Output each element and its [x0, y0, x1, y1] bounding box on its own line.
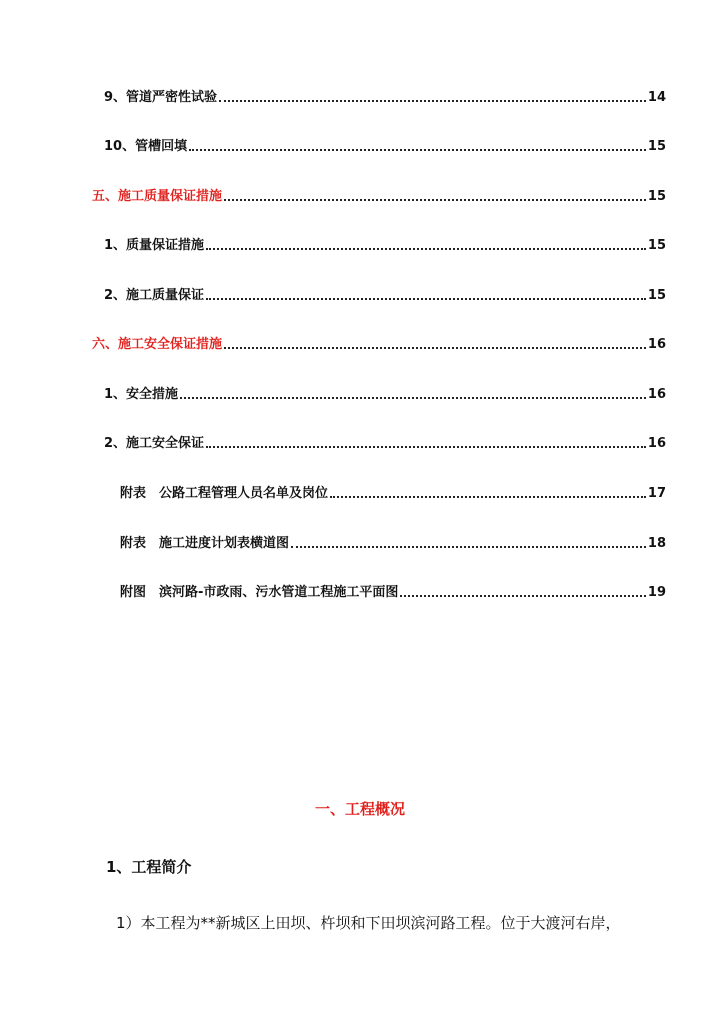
toc-entry-page: 18	[647, 536, 666, 551]
toc-entry-label: 2、施工质量保证	[104, 288, 205, 303]
toc-entry[interactable]	[104, 381, 666, 403]
toc-entry-label: 9、管道严密性试验	[104, 90, 218, 105]
toc-leader	[291, 546, 646, 548]
toc-entry-appendix[interactable]	[120, 579, 666, 601]
toc-entry-page: 17	[647, 486, 666, 501]
toc-leader	[206, 248, 646, 250]
toc-entry[interactable]	[104, 430, 666, 452]
toc-leader	[219, 100, 646, 102]
toc-entry-label: 1、安全措施	[104, 387, 179, 402]
toc-entry-page: 15	[647, 189, 666, 204]
toc-entry-appendix[interactable]	[120, 530, 666, 552]
toc-leader	[400, 595, 646, 597]
toc-leader	[330, 496, 646, 498]
toc-entry[interactable]	[104, 133, 666, 155]
toc-leader	[206, 298, 646, 300]
toc-entry[interactable]	[104, 282, 666, 304]
toc-entry-label: 2、施工安全保证	[104, 436, 205, 451]
toc-entry-label: 1、质量保证措施	[104, 238, 205, 253]
toc-entry-section[interactable]	[92, 183, 666, 205]
toc-entry-page: 16	[647, 436, 666, 451]
toc-entry-label: 附表 施工进度计划表横道图	[120, 536, 290, 551]
toc-entry-label: 附表 公路工程管理人员名单及岗位	[120, 486, 329, 501]
toc-entry-page: 15	[647, 139, 666, 154]
toc-entry-page: 19	[647, 585, 666, 600]
toc-entry-label: 10、管槽回填	[104, 139, 188, 154]
body-paragraph: 1）本工程为**新城区上田坝、杵坝和下田坝滨河路工程。位于大渡河右岸，	[116, 914, 621, 932]
toc-entry-label: 附图 滨河路-市政雨、污水管道工程施工平面图	[120, 585, 399, 600]
toc-entry-label: 六、施工安全保证措施	[92, 337, 223, 352]
toc-leader	[189, 149, 646, 151]
toc-entry-section[interactable]	[92, 331, 666, 353]
toc-entry-page: 15	[647, 238, 666, 253]
toc-entry[interactable]	[104, 232, 666, 254]
toc-entry-appendix[interactable]	[120, 480, 666, 502]
toc-entry-page: 14	[647, 90, 666, 105]
toc-entry-page: 16	[647, 337, 666, 352]
subsection-title: 1、工程简介	[106, 858, 192, 876]
toc-leader	[224, 347, 646, 349]
toc-leader	[180, 397, 646, 399]
toc-entry-page: 16	[647, 387, 666, 402]
section-title: 一、工程概况	[314, 800, 405, 818]
toc-entry[interactable]	[104, 84, 666, 106]
toc-entry-label: 五、施工质量保证措施	[92, 189, 223, 204]
toc-entry-page: 15	[647, 288, 666, 303]
toc-leader	[224, 199, 646, 201]
toc-leader	[206, 446, 646, 448]
